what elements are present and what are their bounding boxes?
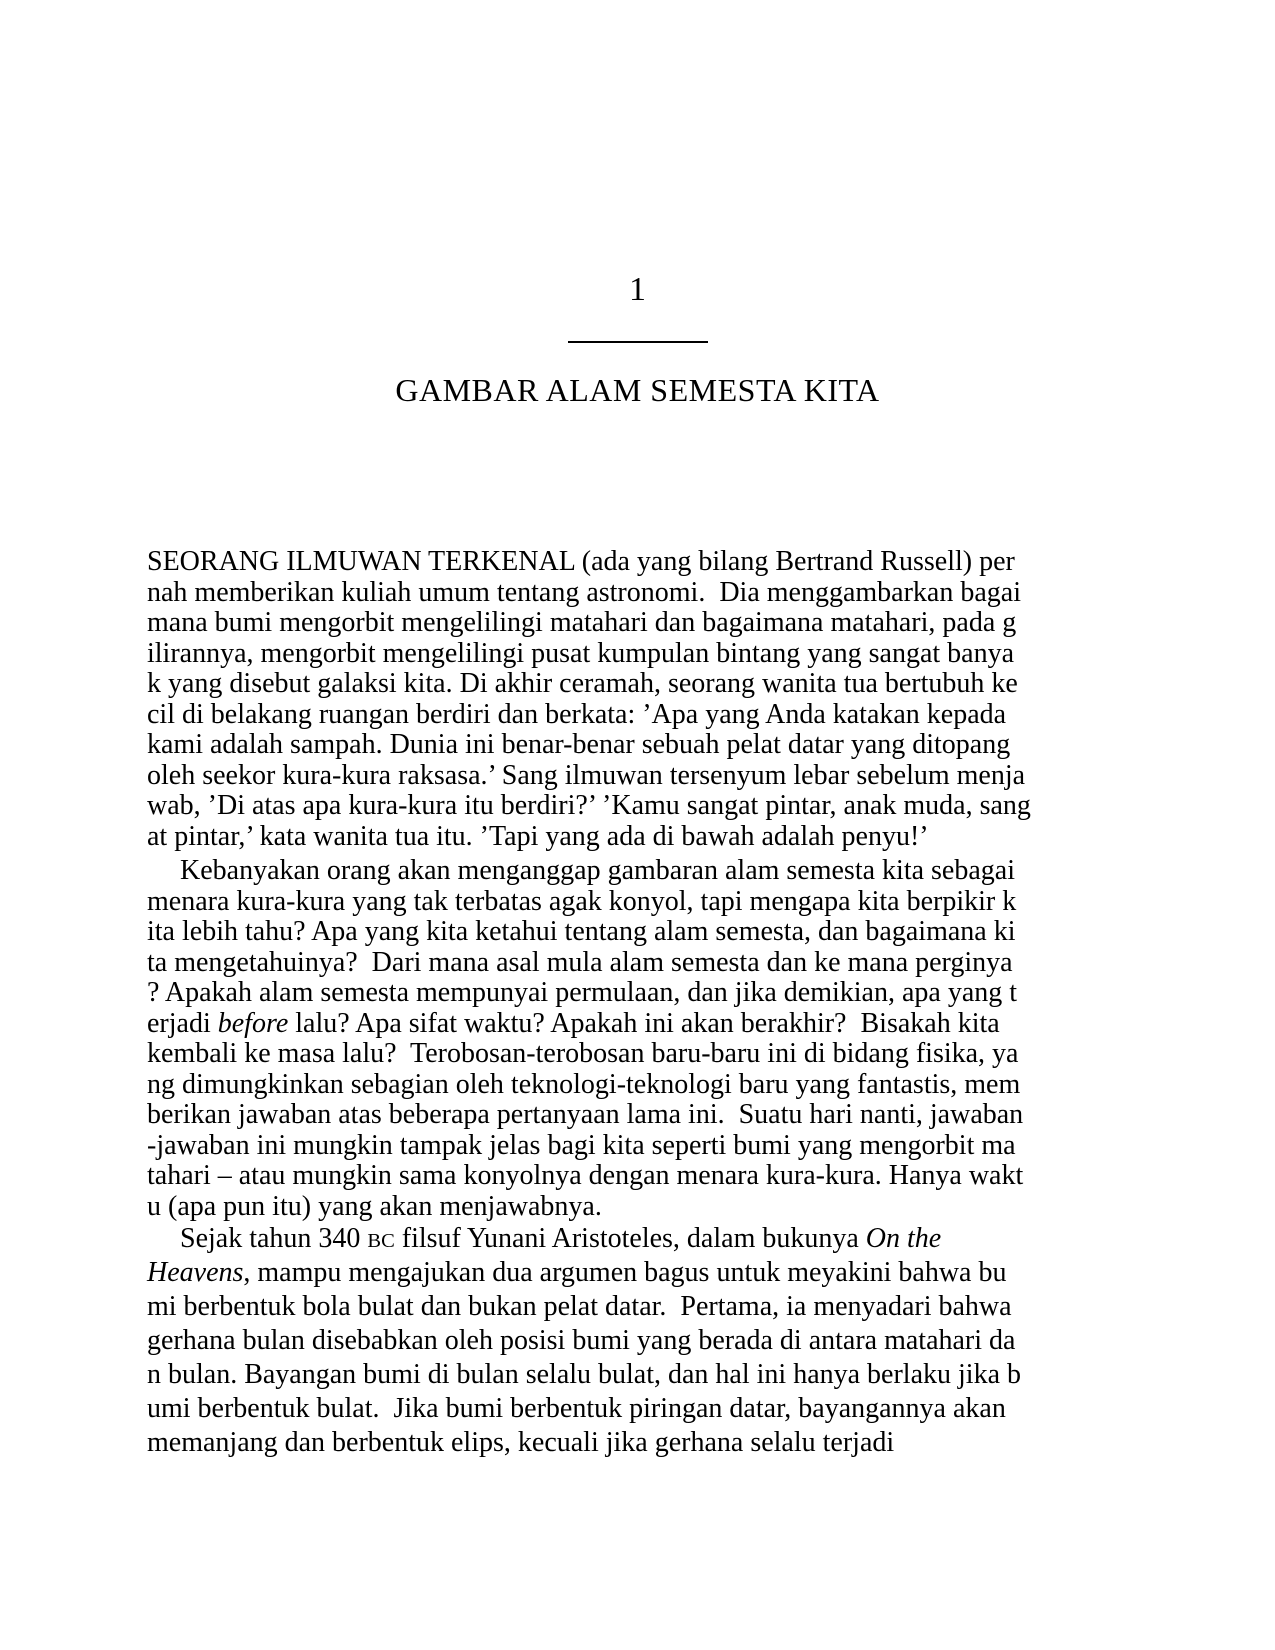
text-segment: Sejak tahun 340 (180, 1223, 368, 1254)
italic-text: Heavens (147, 1257, 244, 1288)
text-line: -jawaban ini mungkin tampak jelas bagi kita seperti bumi yang mengorbit ma (147, 1129, 1016, 1161)
text-segment: lalu? Apa sifat waktu? Apakah ini akan berakhir? Bisakah kita (288, 1007, 1000, 1039)
text-segment: , mampu mengajukan dua argumen bagus untuk meyakini bahwa bu (243, 1257, 1007, 1288)
text-line: k yang disebut galaksi kita. Di akhir ceramah, seorang wanita tua bertubuh ke (147, 668, 1018, 699)
paragraph-2 (147, 856, 1177, 1222)
text-line: tahari – atau mungkin sama konyolnya dengan menara kura-kura. Hanya wakt (147, 1160, 1024, 1191)
text-line: menara kura-kura yang tak terbatas agak konyol, tapi mengapa kita berpikir k (147, 885, 1017, 917)
small-caps-text: BC (367, 1230, 395, 1252)
text-segment: filsuf Yunani Aristoteles, dalam bukunya (394, 1223, 866, 1254)
text-line: cil di belakang ruangan berdiri dan berkata: ’Apa yang Anda katakan kepada (147, 698, 1007, 730)
italic-text: On the (865, 1223, 942, 1254)
text-line: berikan jawaban atas beberapa pertanyaan lama ini. Suatu hari nanti, jawaban (147, 1099, 1024, 1130)
text-line: at pintar,’ kata wanita tua itu. ’Tapi yang ada di bawah adalah penyu!’ (147, 820, 929, 852)
body-text (147, 547, 1177, 1460)
paragraph-1 (147, 547, 1177, 852)
text-line: SEORANG ILMUWAN TERKENAL (ada yang bilang Bertrand Russell) per (147, 546, 1015, 577)
text-line: memanjang dan berbentuk elips, kecuali jika gerhana selalu terjadi (147, 1427, 895, 1458)
text-line (147, 1256, 1177, 1290)
text-line: ng dimungkinkan sebagian oleh teknologi-teknologi baru yang fantastis, mem (147, 1068, 1021, 1100)
paragraph-3 (147, 1222, 1177, 1460)
text-line: n bulan. Bayangan bumi di bulan selalu bulat, dan hal ini hanya berlaku jika b (147, 1359, 1022, 1390)
chapter-number: 1 (629, 271, 646, 308)
text-line: gerhana bulan disebabkan oleh posisi bumi yang berada di antara matahari da (147, 1325, 1016, 1356)
text-segment: erjadi (147, 1007, 218, 1039)
text-line: u (apa pun itu) yang akan menjawabnya. (147, 1190, 602, 1222)
text-line (147, 1222, 1177, 1256)
text-line: nah memberikan kuliah umum tentang astronomi. Dia menggambarkan bagai (147, 576, 1021, 608)
text-line: wab, ’Di atas apa kura-kura itu berdiri?’ ’Kamu sangat pintar, anak muda, sang (147, 790, 1031, 821)
text-line: mana bumi mengorbit mengelilingi matahari dan bagaimana matahari, pada g (147, 607, 1017, 638)
chapter-title: GAMBAR ALAM SEMESTA KITA (395, 372, 880, 408)
text-line: ilirannya, mengorbit mengelilingi pusat kumpulan bintang yang sangat banya (147, 637, 1015, 669)
text-line: ita lebih tahu? Apa yang kita ketahui tentang alam semesta, dan bagaimana ki (147, 916, 1016, 947)
chapter-divider-line (568, 341, 708, 343)
text-line: kami adalah sampah. Dunia ini benar-benar sebuah pelat datar yang ditopang (147, 729, 1011, 760)
text-line: mi berbentuk bola bulat dan bukan pelat datar. Pertama, ia menyadari bahwa (147, 1291, 1012, 1322)
text-line: Kebanyakan orang akan menganggap gambaran alam semesta kita sebagai (180, 855, 1015, 886)
text-line: kembali ke masa lalu? Terobosan-terobosan baru-baru ini di bidang fisika, ya (147, 1038, 1019, 1069)
text-line: ta mengetahuinya? Dari mana asal mula alam semesta dan ke mana perginya (147, 946, 1013, 978)
italic-text: before (217, 1007, 289, 1039)
text-line: oleh seekor kura-kura raksasa.’ Sang ilmuwan tersenyum lebar sebelum menja (147, 759, 1026, 791)
text-line (147, 1009, 1177, 1040)
text-line: ? Apakah alam semesta mempunyai permulaan, dan jika demikian, apa yang t (147, 977, 1018, 1008)
text-line: umi berbentuk bulat. Jika bumi berbentuk piringan datar, bayangannya akan (147, 1393, 1006, 1424)
